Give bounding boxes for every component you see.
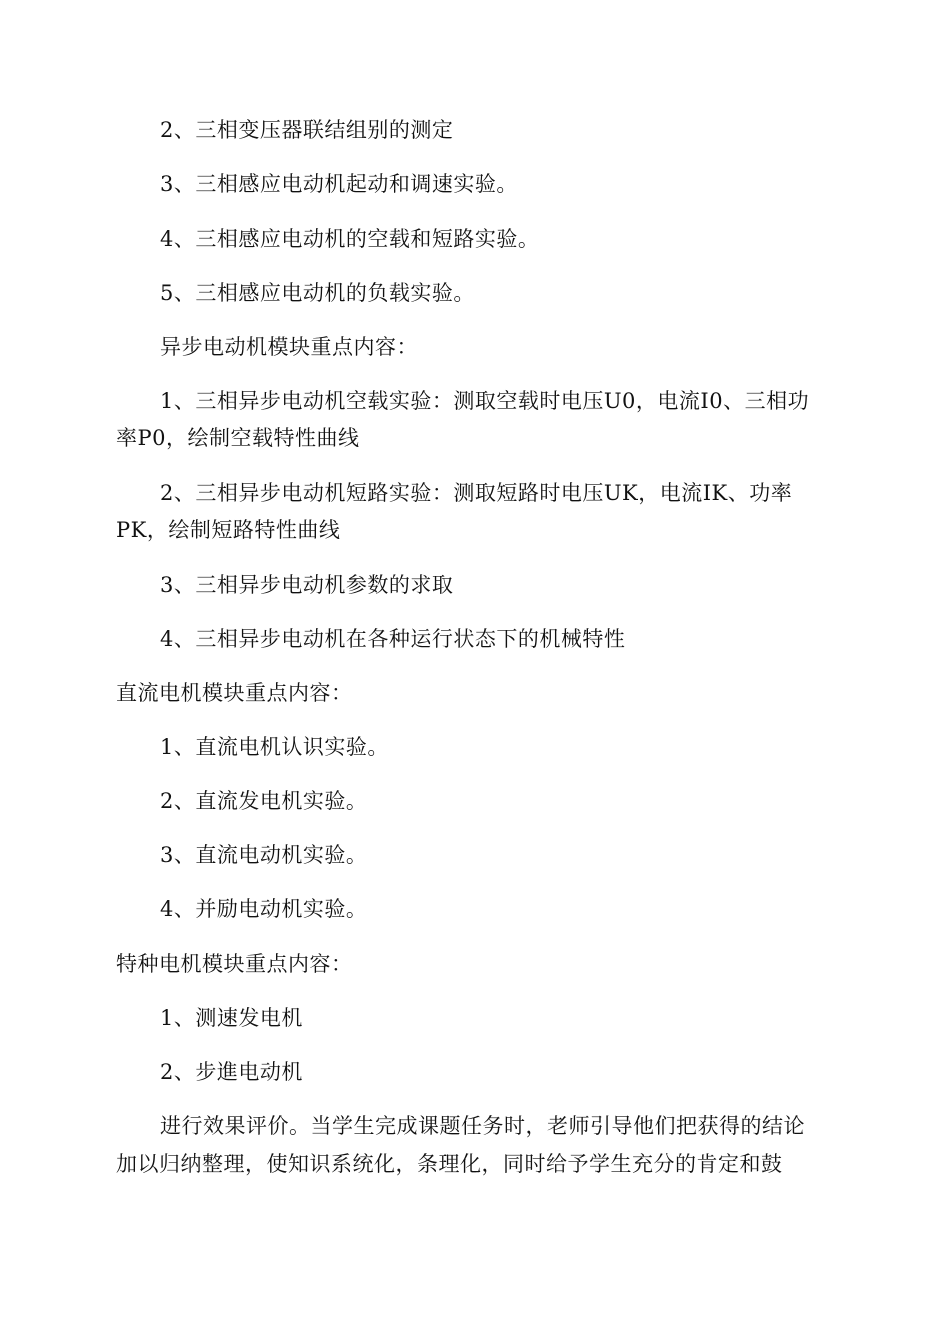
list-item-motor-noload-short-test: 4、三相感应电动机的空载和短路实验。 [160,227,540,251]
list-item-shunt-motor: 4、并励电动机实验。 [160,897,368,921]
paragraph-evaluation-line2: 加以归纳整理，使知识系统化，条理化，同时给予学生充分的肯定和鼓 [116,1152,783,1176]
paragraph-evaluation-line1: 进行效果评价。当学生完成课题任务时，老师引导他们把获得的结论 [160,1114,805,1138]
list-item-async-noload-line1: 1、三相异步电动机空载实验：测取空载时电压U0，电流I0、三相功 [160,389,810,413]
list-item-tachogenerator: 1、测速发电机 [160,1006,303,1030]
list-item-async-mechanical: 4、三相异步电动机在各种运行状态下的机械特性 [160,627,626,651]
list-item-motor-start-speed-test: 3、三相感应电动机起动和调速实验。 [160,172,518,196]
list-item-async-noload-line2: 率P0，绘制空载特性曲线 [116,426,360,450]
list-item-dc-generator: 2、直流发电机实验。 [160,789,368,813]
list-item-async-short-line2: PK，绘制短路特性曲线 [116,518,341,542]
section-heading-special-motor: 特种电机模块重点内容： [116,952,353,976]
list-item-dc-recognition: 1、直流电机认识实验。 [160,735,389,759]
list-item-motor-load-test: 5、三相感应电动机的负载实验。 [160,281,475,305]
list-item-async-params: 3、三相异步电动机参数的求取 [160,573,454,597]
section-heading-dc-motor: 直流电机模块重点内容： [116,681,353,705]
list-item-dc-motor: 3、直流电动机实验。 [160,843,368,867]
list-item-transformer-group-test: 2、三相变压器联结组别的测定 [160,118,454,142]
list-item-async-short-line1: 2、三相异步电动机短路实验：测取短路时电压UK，电流IK、功率 [160,481,793,505]
list-item-stepper-motor: 2、步進电动机 [160,1060,303,1084]
section-heading-async-motor: 异步电动机模块重点内容： [160,335,418,359]
